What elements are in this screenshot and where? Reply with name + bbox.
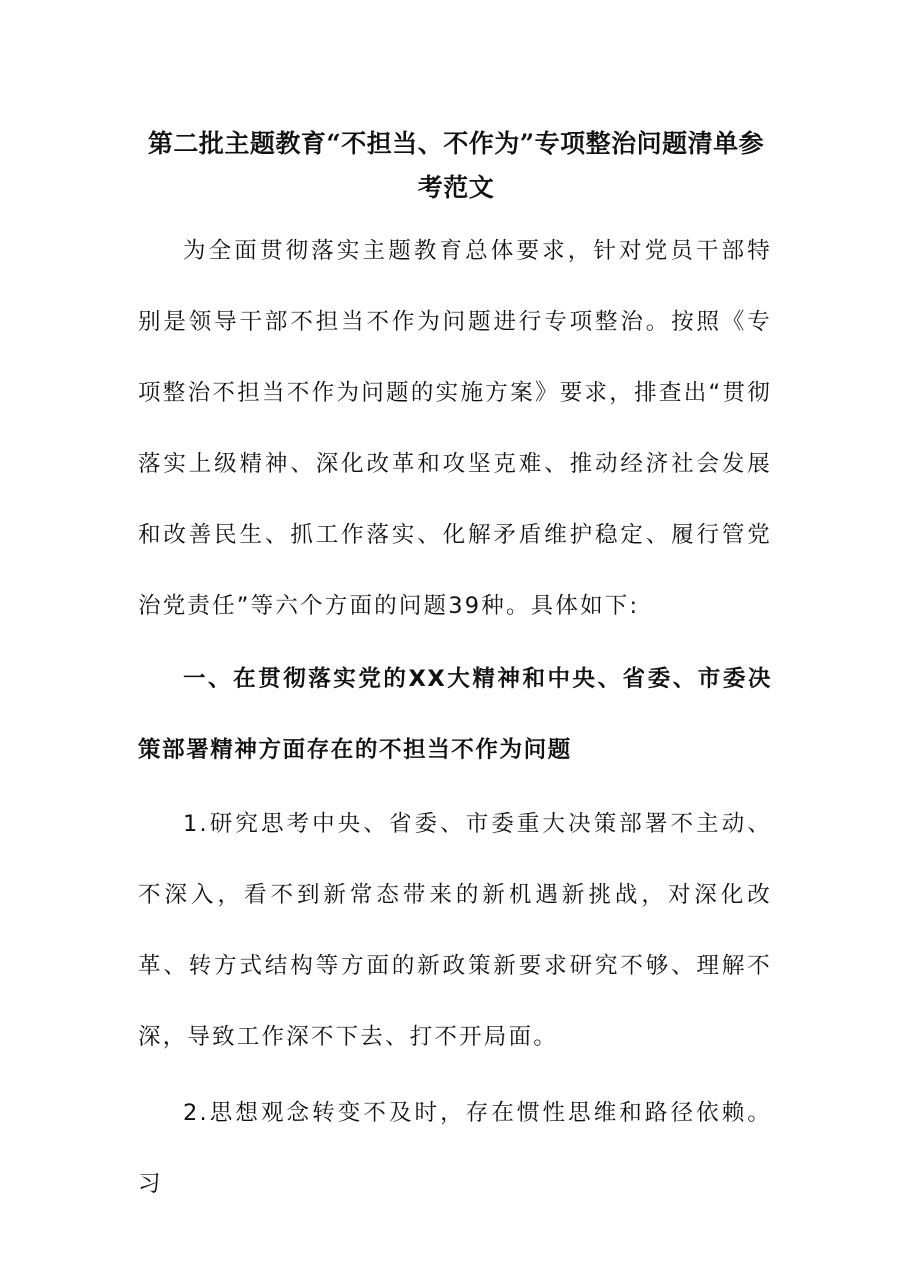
section-heading: 一、在贯彻落实党的XX大精神和中央、省委、市委决策部署精神方面存在的不担当不作为问题 xyxy=(138,666,772,763)
item-paragraph-2: 2.思想观念转变不及时，存在惯性思维和路径依赖。习 xyxy=(138,1100,772,1197)
intro-paragraph: 为全面贯彻落实主题教育总体要求，针对党员干部特别是领导干部不担当不作为问题进行专项整治。按照《专项整治不担当不作为问题的实施方案》要求，排查出“贯彻落实上级精神、深化改革和攻坚克难、推动经济社会发展和改善民生、抓工作落实、化解矛盾维护稳定、履行管党治党责任”等六个方面的问题39种。具体如下: xyxy=(138,238,772,619)
item-paragraph-1: 1.研究思考中央、省委、市委重大决策部署不主动、不深入，看不到新常态带来的新机遇新挑战，对深化改革、转方式结构等方面的新政策新要求研究不够、理解不深，导致工作深不下去、打不开局面。 xyxy=(138,811,772,1050)
document-title: 第二批主题教育“不担当、不作为”专项整治问题清单参考范文 xyxy=(147,129,765,202)
